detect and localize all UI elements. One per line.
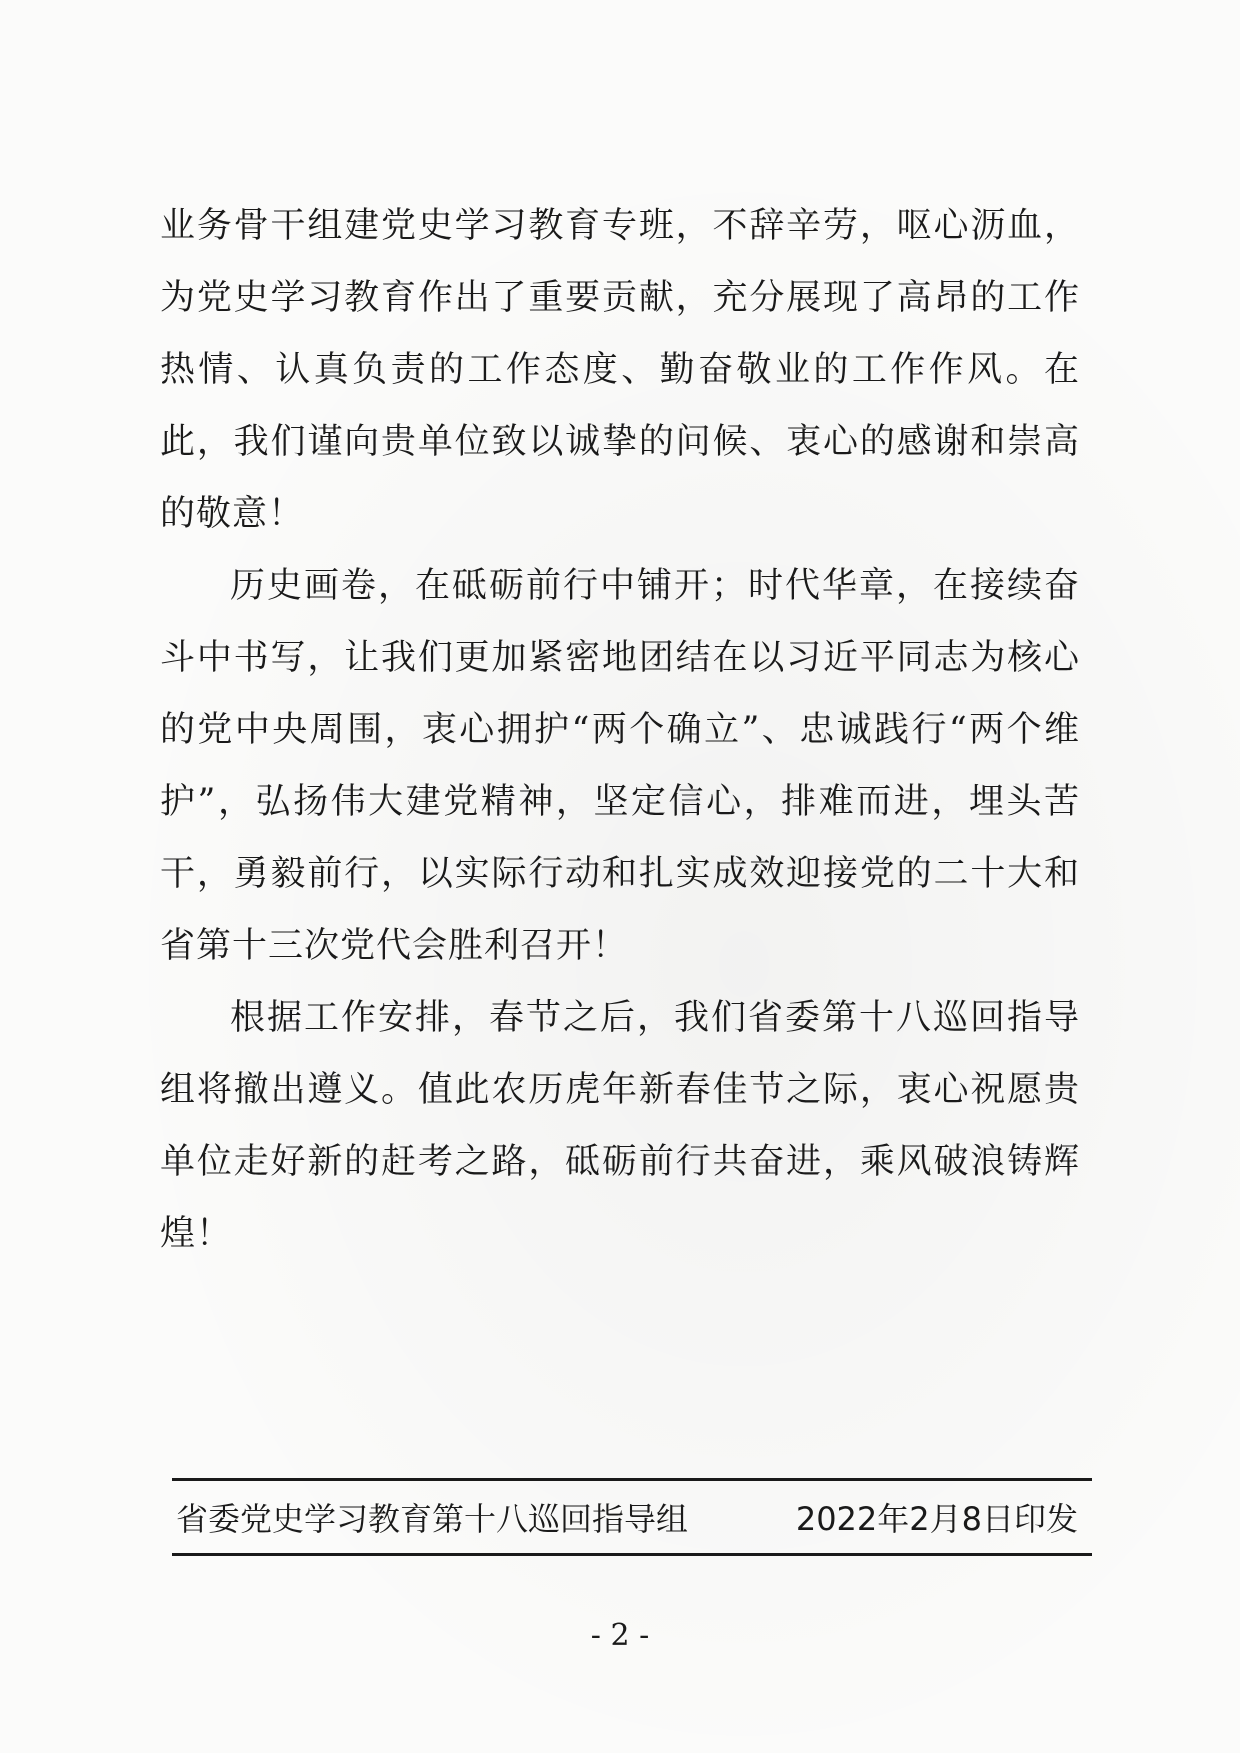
issuer-name: 省委党史学习教育第十八巡回指导组 [176, 1500, 689, 1538]
issuance-footer [172, 1478, 1092, 1556]
issue-date: 2022年2月8日印发 [795, 1500, 1078, 1538]
page-number: - 2 - [590, 1618, 650, 1653]
paragraph-farewell: 根据工作安排，春节之后，我们省委第十八巡回指导组将撤出遵义。值此农历虎年新春佳节之际，衷心祝愿贵单位走好新的赶考之路，砥砺前行共奋进，乘风破浪铸辉煌！ [160, 998, 1080, 1254]
paragraph-history: 历史画卷，在砥砺前行中铺开；时代华章，在接续奋斗中书写，让我们更加紧密地团结在以习近平同志为核心的党中央周围，衷心拥护“两个确立”、忠诚践行“两个维护”，弘扬伟大建党精神，坚定信心，排难而进，埋头苦干，勇毅前行，以实际行动和扎实成效迎接党的二十大和省第十三次党代会胜利召开！ [160, 566, 1080, 966]
paragraph-continued: 业务骨干组建党史学习教育专班，不辞辛劳，呕心沥血，为党史学习教育作出了重要贡献，充分展现了高昂的工作热情、认真负责的工作态度、勤奋敬业的工作作风。在此，我们谨向贵单位致以诚挚的问候、衷心的感谢和崇高的敬意！ [160, 206, 1080, 534]
document-body [160, 190, 1080, 1270]
